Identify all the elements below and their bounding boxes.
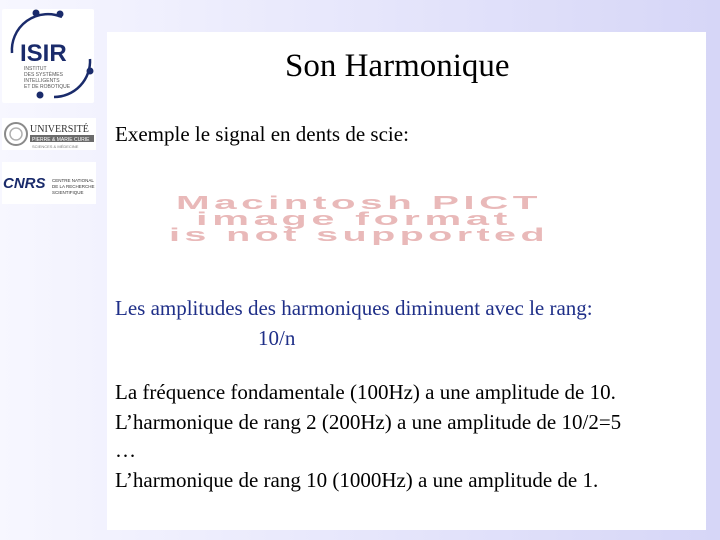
upmc-logo: [2, 118, 96, 150]
cnrs-logo-line-1: CENTRE NATIONAL: [52, 178, 94, 183]
isir-logo-line-1: INSTITUT: [24, 66, 47, 72]
cnrs-logo-graphic: [2, 162, 96, 204]
upmc-logo-line-3: SCIENCES & MÉDECINE: [32, 144, 79, 149]
slide-content-panel: [107, 32, 706, 530]
slide-title: Son Harmonique: [285, 48, 510, 84]
isir-logo: [2, 9, 94, 103]
cnrs-logo: [2, 162, 96, 204]
upmc-logo-line-2: PIERRE & MARIE CURIE: [32, 137, 90, 143]
isir-logo-line-2: DES SYSTÈMES: [24, 72, 63, 78]
isir-logo-name: ISIR: [20, 40, 67, 67]
placeholder-line-1: Macintosh PICT: [176, 193, 542, 213]
isir-logo-graphic: [2, 9, 94, 103]
intro-text: Exemple le signal en dents de scie:: [115, 122, 409, 146]
logo-column: [0, 0, 100, 540]
isir-logo-line-4: ET DE ROBOTIQUE: [24, 84, 71, 90]
list-line-1: La fréquence fondamentale (100Hz) a une amplitude de 10.: [115, 380, 616, 404]
unsupported-image-placeholder: [168, 192, 558, 248]
cnrs-logo-mark: CNRS: [3, 175, 46, 192]
cnrs-logo-line-3: SCIENTIFIQUE: [52, 190, 84, 195]
placeholder-line-3: is not supported: [169, 225, 549, 245]
list-line-4: L’harmonique de rang 10 (1000Hz) a une amplitude de 1.: [115, 468, 599, 492]
upmc-logo-graphic: [2, 118, 96, 150]
cnrs-logo-line-2: DE LA RECHERCHE: [52, 184, 95, 189]
isir-logo-line-3: INTELLIGENTS: [24, 78, 60, 84]
amplitude-formula: 10/n: [258, 326, 296, 350]
upmc-logo-name: UNIVERSITÉ: [30, 124, 89, 135]
placeholder-line-2: image format: [196, 209, 512, 229]
list-line-2: L’harmonique de rang 2 (200Hz) a une amplitude de 10/2=5: [115, 410, 622, 434]
list-line-3: …: [115, 438, 136, 462]
amplitudes-text: Les amplitudes des harmoniques diminuent avec le rang:: [115, 296, 593, 320]
